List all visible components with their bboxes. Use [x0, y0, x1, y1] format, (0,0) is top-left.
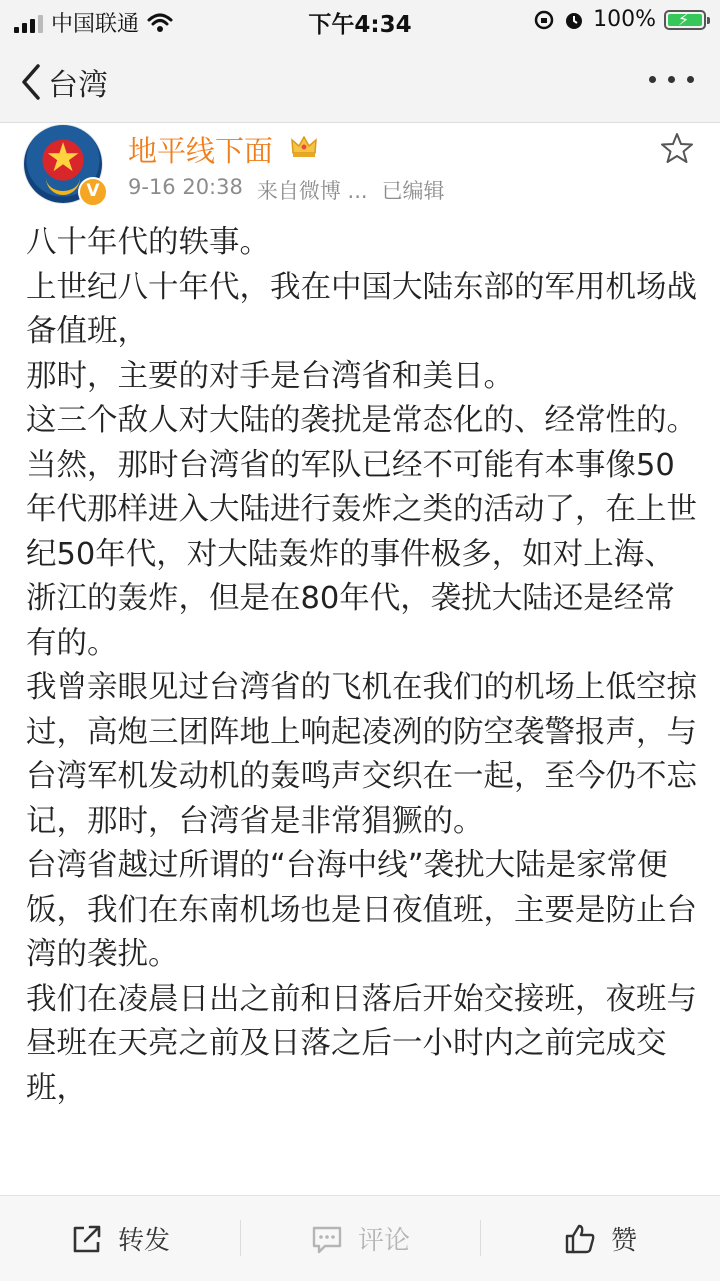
comment-button[interactable] [240, 1196, 480, 1281]
back-label: 台湾 [48, 68, 108, 103]
paragraph: 台湾省越过所谓的“台海中线”袭扰大陆是家常便饭，我们在东南机场也是日夜值班，主要是防止台湾的袭扰。 [26, 848, 697, 972]
battery-percent: 100% [593, 7, 656, 32]
alarm-icon [563, 9, 585, 31]
paragraph: 我曾亲眼见过台湾省的飞机在我们的机场上低空掠过，高炮三团阵地上响起凌冽的防空袭警报声，与台湾军机发动机的轰鸣声交织在一起，至今仍不忘记，那时，台湾省是非常猖獗的。 [26, 670, 697, 839]
post-card [0, 123, 720, 1195]
paragraph: 当然，那时台湾省的军队已经不可能有本事像50年代那样进入大陆进行轰炸之类的活动了，在上世纪50年代，对大陆轰炸的事件极多，如对上海、浙江的轰炸，但是在80年代，袭扰大陆还是经常有的。 [26, 447, 697, 661]
star-emblem-icon: ★ [45, 135, 81, 181]
paragraph: 上世纪八十年代，我在中国大陆东部的军用机场战备值班， [26, 269, 697, 349]
dot-icon [668, 76, 675, 83]
post-date: 9-16 20:38 [128, 175, 243, 199]
like-label: 赞 [610, 1226, 637, 1256]
status-right [533, 7, 706, 32]
paragraph: 我们在凌晨日出之前和日落后开始交接班，夜班与昼班在天亮之前及日落之后一小时内之前完成交班， [26, 981, 697, 1106]
username-link[interactable]: 地平线下面 [128, 134, 274, 168]
thumbs-up-icon [563, 1222, 597, 1256]
action-bar [0, 1195, 720, 1281]
dot-icon [687, 76, 694, 83]
post-meta [128, 175, 445, 205]
repost-label: 转发 [117, 1226, 170, 1256]
share-icon [70, 1222, 104, 1256]
verified-badge: V [78, 177, 108, 207]
paragraph: 那时，主要的对手是台湾省和美日。 [26, 358, 514, 394]
status-bar [0, 0, 720, 40]
more-options-button[interactable] [649, 76, 694, 83]
battery-icon: ⚡ [664, 10, 706, 30]
comment-label: 评论 [357, 1226, 410, 1256]
favorite-star-icon[interactable] [660, 131, 694, 165]
dot-icon [649, 76, 656, 83]
rotation-lock-icon [533, 9, 555, 31]
like-button[interactable] [480, 1196, 720, 1281]
nav-bar [0, 40, 720, 123]
repost-button[interactable] [0, 1196, 240, 1281]
paragraph: 八十年代的轶事。 [26, 225, 270, 260]
carrier-label: 中国联通 [51, 12, 140, 37]
post-body [26, 221, 698, 1111]
paragraph: 这三个敌人对大陆的袭扰是常态化的、经常性的。 [26, 403, 697, 438]
status-time: 下午4:34 [308, 12, 412, 38]
anchor-emblem-icon [46, 169, 80, 195]
edited-label[interactable]: 已编辑 [381, 179, 445, 203]
crown-icon [290, 133, 318, 159]
chevron-left-icon [18, 62, 44, 102]
comment-icon [310, 1222, 344, 1256]
post-source[interactable]: 来自微博 ... [256, 179, 368, 203]
back-button[interactable] [18, 60, 108, 104]
